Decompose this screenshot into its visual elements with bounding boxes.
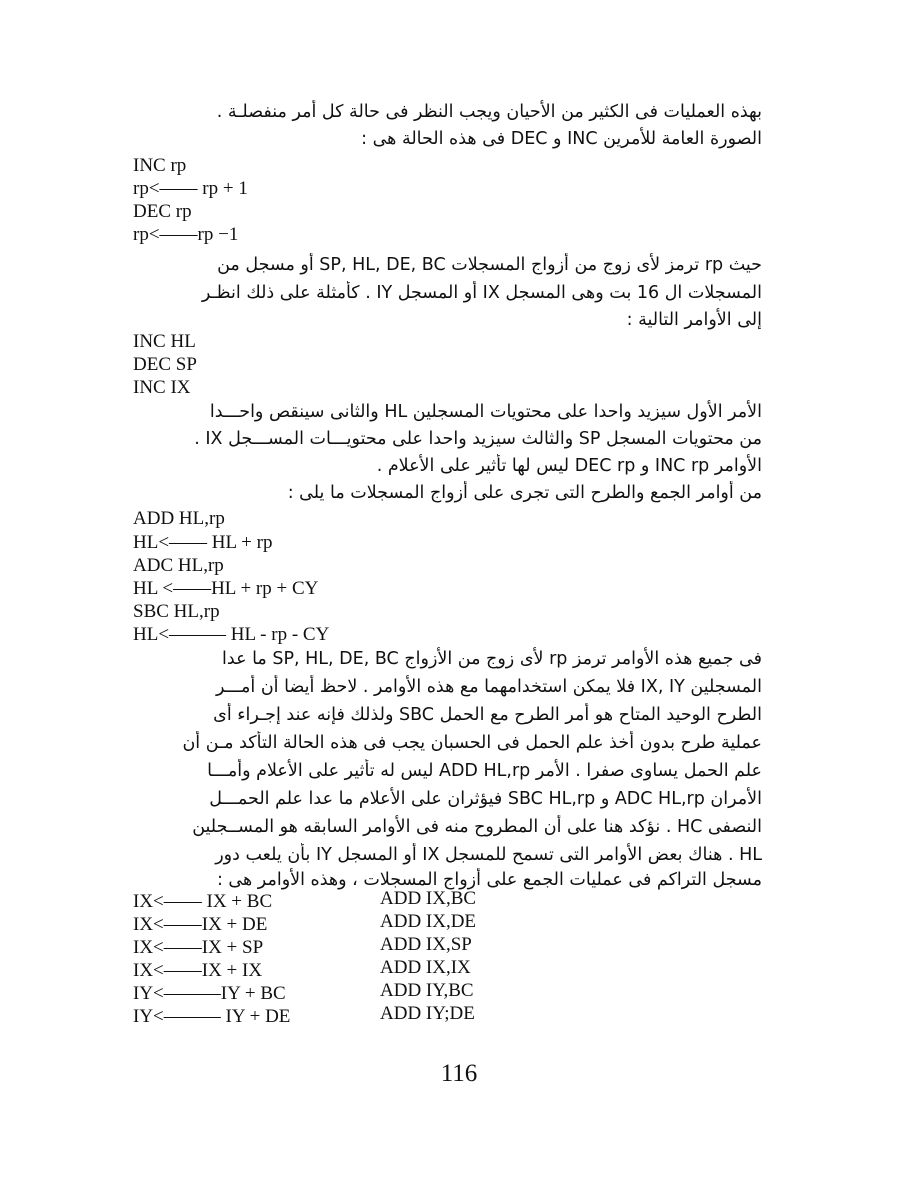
- code-line: HL<—— HL + rp: [133, 532, 273, 553]
- code-line: INC IX: [133, 377, 191, 398]
- table-instr: ADD IX,IX: [380, 957, 471, 978]
- code-line: INC rp: [133, 155, 187, 176]
- table-op: IX<—— IX + BC: [133, 891, 273, 912]
- text-line: إلى الأوامر التالية :: [626, 310, 762, 330]
- table-instr: ADD IY,BC: [380, 980, 474, 1001]
- text-line: مسجل التراكم فى عمليات الجمع على أزواج المسجلات ، وهذه الأوامر هى :: [216, 870, 762, 890]
- code-line: HL<——— HL - rp - CY: [133, 624, 330, 645]
- table-op: IX<——IX + DE: [133, 914, 268, 935]
- table-op: IY<——— IY + DE: [133, 1006, 291, 1027]
- text-line: الأمران ADC HL,rp و SBC HL,rp فيؤثران على الأعلام ما عدا علم الحمـــل: [209, 789, 762, 809]
- table-instr: ADD IX,SP: [380, 934, 472, 955]
- code-line: rp<—— rp + 1: [133, 178, 248, 199]
- code-line: ADD HL,rp: [133, 508, 225, 529]
- code-line: SBC HL,rp: [133, 601, 220, 622]
- page-number: 116: [440, 1060, 478, 1087]
- text-line: الأوامر INC rp و DEC rp ليس لها تأثير على الأعلام .: [376, 456, 762, 476]
- text-line: المسجلين IX, IY فلا يمكن استخدامهما مع هذه الأوامر . لاحظ أيضا أن أمـــر: [216, 677, 762, 697]
- text-line: فى جميع هذه الأوامر ترمز rp لأى زوج من الأزواج SP, HL, DE, BC ما عدا: [222, 649, 762, 669]
- text-line: الطرح الوحيد المتاح هو أمر الطرح مع الحمل SBC ولذلك فإنه عند إجـراء أى: [213, 705, 762, 725]
- code-line: INC HL: [133, 331, 196, 352]
- table-op: IX<——IX + IX: [133, 960, 263, 981]
- text-line: الصورة العامة للأمرين INC و DEC فى هذه الحالة هى :: [361, 129, 762, 149]
- code-line: DEC SP: [133, 354, 197, 375]
- text-line: الأمر الأول سيزيد واحدا على محتويات المسجلين HL والثانى سينقص واحـــدا: [209, 402, 762, 422]
- text-line: من محتويات المسجل SP والثالث سيزيد واحدا على محتويـــات المســـجل IX .: [194, 429, 762, 449]
- text-line: من أوامر الجمع والطرح التى تجرى على أزواج المسجلات ما يلى :: [287, 483, 762, 503]
- text-line: المسجلات ال 16 بت وهى المسجل IX أو المسجل IY . كأمثلة على ذلك انظـر: [201, 283, 762, 303]
- table-instr: ADD IX,DE: [380, 911, 477, 932]
- table-op: IY<———IY + BC: [133, 983, 286, 1004]
- code-line: HL <——HL + rp + CY: [133, 578, 319, 599]
- code-line: ADC HL,rp: [133, 555, 224, 576]
- text-line: حيث rp ترمز لأى زوج من أزواج المسجلات SP, HL, DE, BC أو مسجل من: [217, 255, 762, 275]
- table-instr: ADD IY;DE: [380, 1003, 475, 1024]
- text-line: HL . هناك بعض الأوامر التى تسمح للمسجل IX أو المسجل IY بأن يلعب دور: [215, 845, 762, 865]
- code-line: rp<——rp −1: [133, 224, 239, 245]
- text-line: بهذه العمليات فى الكثير من الأحيان ويجب النظر فى حالة كل أمر منفصلـة .: [216, 102, 762, 122]
- text-line: النصفى HC . نؤكد هنا على أن المطروح منه فى الأوامر السابقه هو المســجلين: [192, 817, 762, 837]
- table-instr: ADD IX,BC: [380, 888, 477, 909]
- text-line: علم الحمل يساوى صفرا . الأمر ADD HL,rp ليس له تأثير على الأعلام وأمـــا: [207, 761, 762, 781]
- table-op: IX<——IX + SP: [133, 937, 264, 958]
- code-line: DEC rp: [133, 201, 192, 222]
- text-line: عملية طرح بدون أخذ علم الحمل فى الحسبان يجب فى هذه الحالة التأكد مـن أن: [182, 733, 762, 753]
